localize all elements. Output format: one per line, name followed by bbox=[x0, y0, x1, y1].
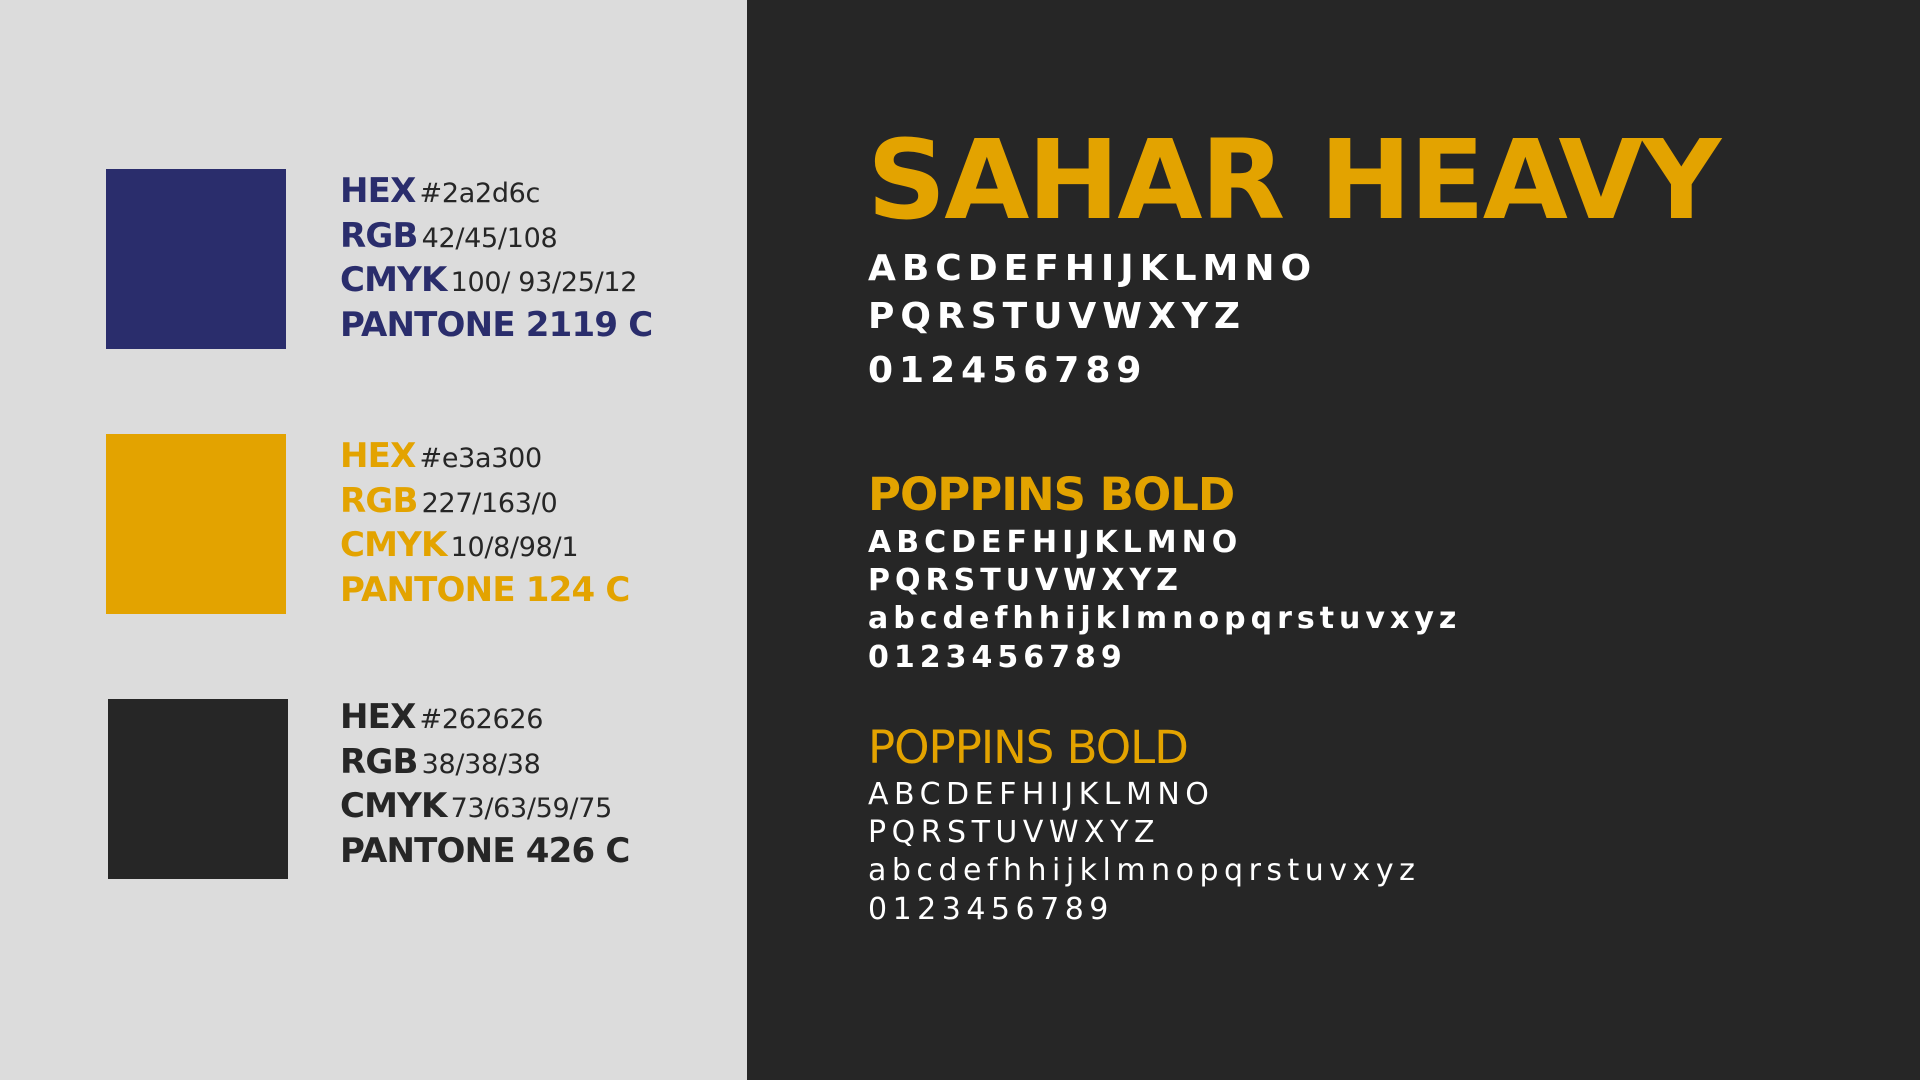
rgb-value: 38/38/38 bbox=[421, 748, 541, 780]
rgb-label: RGB bbox=[340, 480, 418, 521]
cmyk-label: CMYK bbox=[340, 525, 447, 565]
hex-value: #2a2d6c bbox=[419, 178, 541, 209]
poppins-regular-uppercase-row-1: ABCDEFHIJKLMNO bbox=[868, 777, 1215, 812]
color-spec-navy bbox=[340, 169, 652, 347]
pantone-line bbox=[340, 568, 630, 613]
cmyk-line bbox=[340, 784, 630, 829]
rgb-line bbox=[340, 479, 630, 524]
rgb-value: 227/163/0 bbox=[421, 487, 558, 519]
rgb-label: RGB bbox=[340, 215, 418, 256]
color-entry-navy bbox=[106, 169, 666, 349]
sahar-digits-row: 012456789 bbox=[868, 350, 1148, 391]
hex-line bbox=[340, 695, 630, 740]
cmyk-line bbox=[340, 523, 630, 568]
pantone-label: PANTONE 426 C bbox=[340, 830, 630, 871]
poppins-regular-title: POPPINS BOLD bbox=[868, 721, 1188, 774]
pantone-line bbox=[340, 829, 630, 874]
hex-line bbox=[340, 434, 630, 479]
sahar-uppercase-row-2: PQRSTUVWXYZ bbox=[868, 296, 1246, 337]
poppins-regular-uppercase-row-2: PQRSTUVWXYZ bbox=[868, 815, 1160, 850]
hex-value: #262626 bbox=[419, 704, 544, 735]
hex-label: HEX bbox=[340, 436, 416, 476]
color-entry-gold bbox=[106, 434, 666, 614]
color-swatch-charcoal bbox=[108, 699, 288, 879]
rgb-line bbox=[340, 740, 630, 785]
pantone-line bbox=[340, 303, 652, 348]
color-swatch-gold bbox=[106, 434, 286, 614]
color-entry-charcoal bbox=[106, 699, 666, 879]
hex-label: HEX bbox=[340, 697, 416, 737]
rgb-line bbox=[340, 214, 652, 259]
cmyk-label: CMYK bbox=[340, 260, 447, 300]
cmyk-value: 100/ 93/25/12 bbox=[450, 267, 638, 298]
hex-label: HEX bbox=[340, 171, 416, 211]
poppins-bold-title: POPPINS BOLD bbox=[868, 468, 1235, 521]
sahar-heavy-title: SAHAR HEAVY bbox=[867, 116, 1720, 244]
cmyk-value: 73/63/59/75 bbox=[450, 793, 612, 824]
color-palette-panel bbox=[0, 0, 747, 1080]
poppins-bold-uppercase-row-1: ABCDEFHIJKLMNO bbox=[868, 525, 1243, 560]
hex-value: #e3a300 bbox=[419, 443, 542, 474]
pantone-label: PANTONE 2119 C bbox=[340, 304, 653, 345]
poppins-bold-uppercase-row-2: PQRSTUVWXYZ bbox=[868, 563, 1183, 598]
pantone-label: PANTONE 124 C bbox=[340, 569, 630, 610]
color-spec-gold bbox=[340, 434, 630, 612]
cmyk-value: 10/8/98/1 bbox=[450, 532, 579, 563]
cmyk-line bbox=[340, 258, 652, 303]
rgb-label: RGB bbox=[340, 741, 418, 782]
poppins-bold-digits-row: 0123456789 bbox=[868, 640, 1127, 675]
sahar-uppercase-row-1: ABCDEFHIJKLMNO bbox=[868, 248, 1318, 289]
color-swatch-navy bbox=[106, 169, 286, 349]
poppins-regular-lowercase-row: abcdefhhijklmnopqrstuvxyz bbox=[868, 853, 1421, 888]
poppins-bold-lowercase-row: abcdefhhijklmnopqrstuvxyz bbox=[868, 601, 1462, 636]
color-spec-charcoal bbox=[340, 695, 630, 873]
cmyk-label: CMYK bbox=[340, 786, 447, 826]
rgb-value: 42/45/108 bbox=[421, 222, 558, 254]
hex-line bbox=[340, 169, 652, 214]
poppins-regular-digits-row: 0123456789 bbox=[868, 892, 1114, 927]
